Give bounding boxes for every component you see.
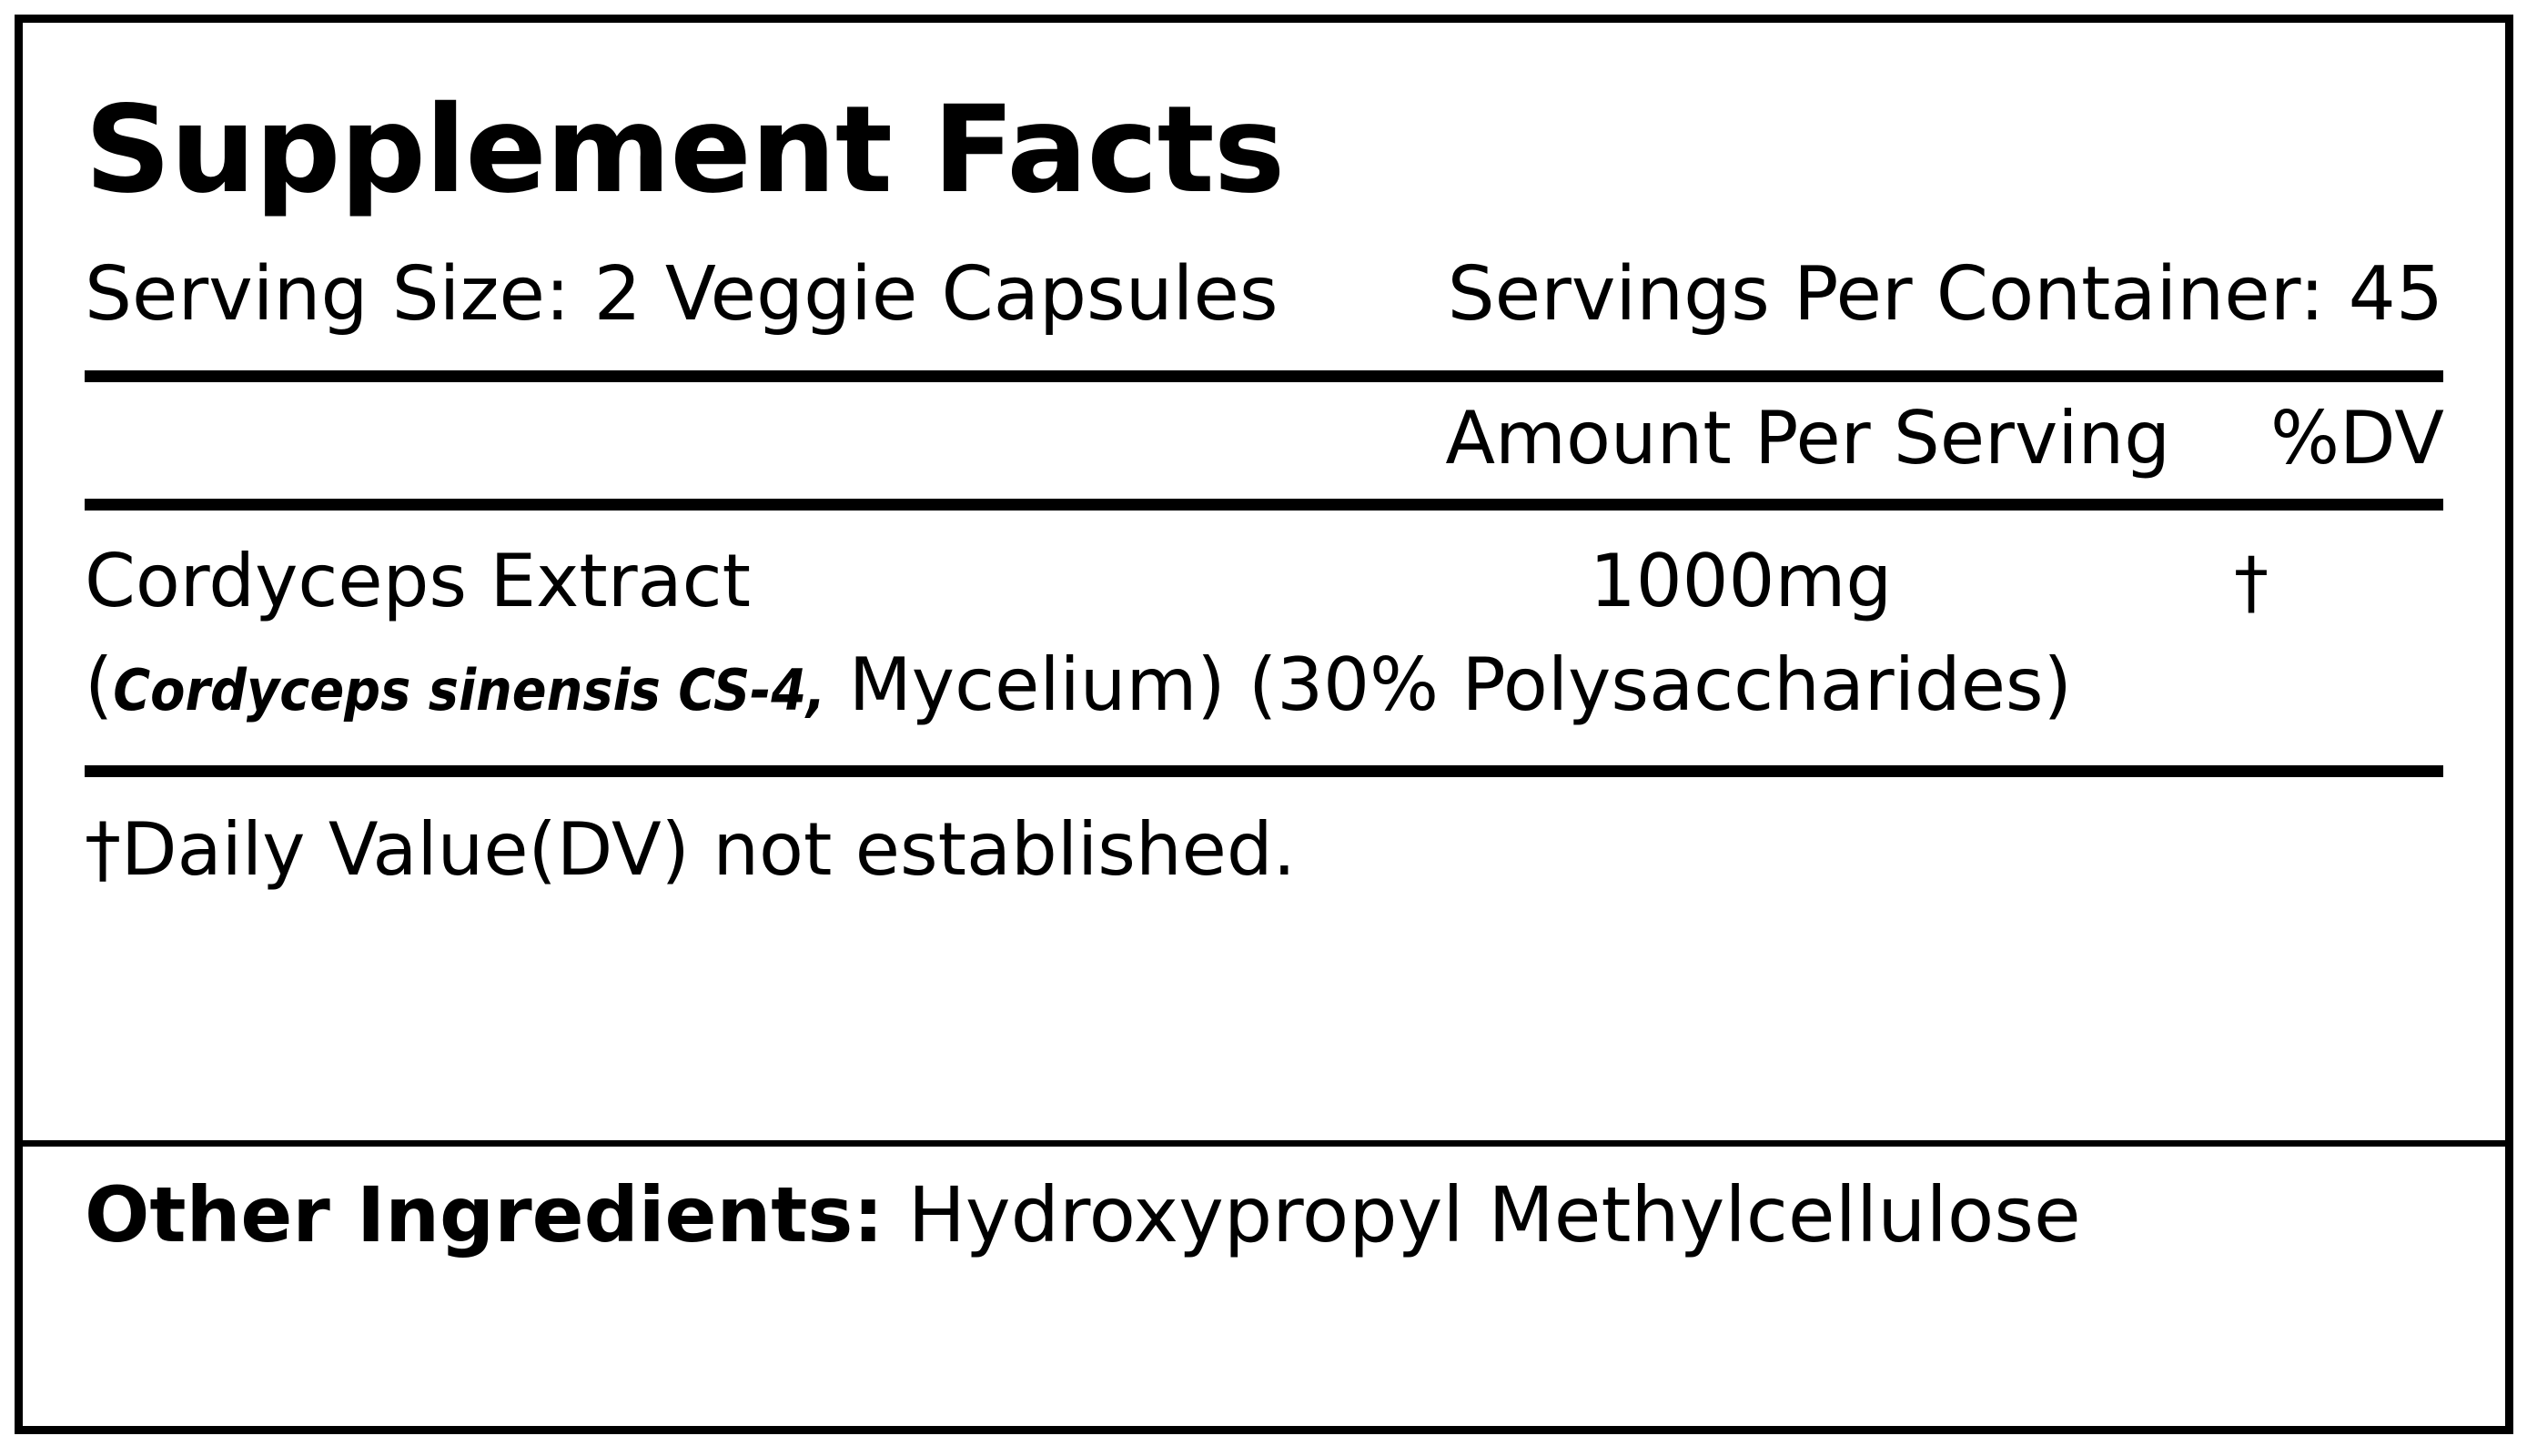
divider-other-ingredients	[23, 1140, 2505, 1147]
latin-binomial: Cordyceps sinensis CS-4,	[113, 657, 826, 723]
column-header-dv: %DV	[2270, 396, 2444, 480]
table-row	[85, 539, 2443, 623]
servings-per-container-text: Servings Per Container: 45	[1447, 251, 2443, 338]
column-header-amount: Amount Per Serving	[1445, 396, 2170, 480]
nutrient-dv: †	[2234, 541, 2269, 622]
serving-info-row	[85, 251, 2443, 338]
serving-size-text: Serving Size: 2 Veggie Capsules	[85, 251, 1279, 338]
daily-value-footnote: †Daily Value(DV) not established.	[85, 807, 1297, 892]
nutrient-amount: 1000mg	[1589, 539, 1893, 623]
nutrient-source-row	[85, 642, 2443, 727]
page-title: Supplement Facts	[85, 80, 1285, 220]
nutrient-name: Cordyceps Extract	[85, 539, 752, 623]
latin-prefix: (	[85, 642, 114, 727]
other-ingredients-row	[85, 1170, 2443, 1259]
supplement-facts-panel	[15, 15, 2513, 1434]
divider-top	[85, 370, 2443, 382]
divider-under-nutrients	[85, 765, 2443, 777]
divider-under-headers	[85, 499, 2443, 511]
latin-suffix: Mycelium) (30% Polysaccharides)	[825, 642, 2072, 727]
other-ingredients-value: Hydroxypropyl Methylcellulose	[907, 1170, 2081, 1259]
other-ingredients-label: Other Ingredients:	[85, 1170, 884, 1259]
column-header-row	[85, 396, 2444, 480]
